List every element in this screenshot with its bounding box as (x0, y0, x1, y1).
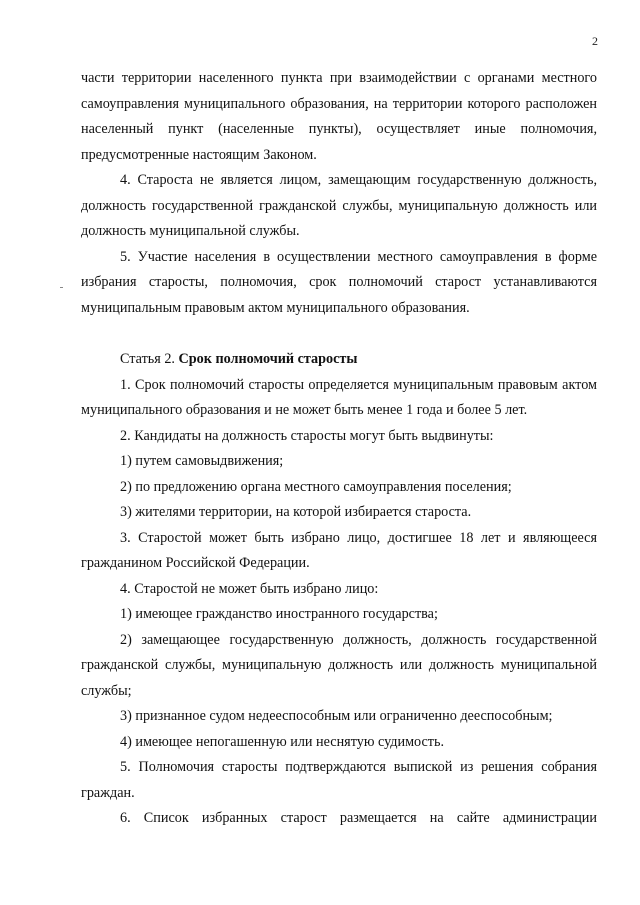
list-item: 2) замещающее государственную должность, должность государственной гражданской службы, муниципальную должность или должность муниципальной службы; (81, 631, 597, 699)
list-item: 1) путем самовыдвижения; (120, 453, 284, 469)
article-prefix: Статья 2. (120, 351, 175, 367)
paragraph: 4. Староста не является лицом, замещающим государственную должность, должность государственной гражданской службы, муниципальную должность или должность муниципальной службы. (81, 172, 597, 239)
list-item: 2) по предложению органа местного самоуправления поселения; (120, 478, 512, 495)
paragraph: 1. Срок полномочий старосты определяется муниципальным правовым актом муниципального образования и не может быть менее 1 года и более 5 лет. (81, 376, 597, 418)
list-item: 3) признанное судом недееспособным или ограниченно дееспособным; (120, 708, 553, 724)
document-body (81, 66, 597, 832)
paragraph: 5. Полномочия старосты подтверждаются выпиской из решения собрания граждан. (81, 759, 597, 801)
paragraph: части территории населенного пункта при взаимодействии с органами местного самоуправления муниципального образования, на территории которого расположен населенный пункт (населенные пункты), осуществляет иные полномочия, предусмотренные настоящим Законом. (81, 70, 597, 163)
paragraph: 6. Список избранных старост размещается на сайте администрации (120, 810, 597, 826)
paragraph: 2. Кандидаты на должность старосты могут быть выдвинуты: (120, 427, 494, 444)
paragraph: 5. Участие населения в осуществлении местного самоуправления в форме избрания старосты, полномочия, срок полномочий старост устанавливаются муниципальным правовым актом муниципального образования. (81, 248, 597, 316)
page-number: 2 (592, 34, 598, 48)
article-heading (81, 347, 597, 373)
scan-speck (60, 287, 63, 288)
list-item: 1) имеющее гражданство иностранного государства; (120, 606, 438, 622)
list-item: 4) имеющее непогашенную или неснятую судимость. (120, 733, 445, 750)
list-item: 3) жителями территории, на которой избирается староста. (120, 504, 472, 520)
article-title: Срок полномочий старосты (178, 351, 358, 367)
paragraph: 4. Старостой не может быть избрано лицо: (120, 580, 379, 597)
paragraph: 3. Старостой может быть избрано лицо, достигшее 18 лет и являющееся гражданином Российской Федерации. (81, 529, 597, 571)
